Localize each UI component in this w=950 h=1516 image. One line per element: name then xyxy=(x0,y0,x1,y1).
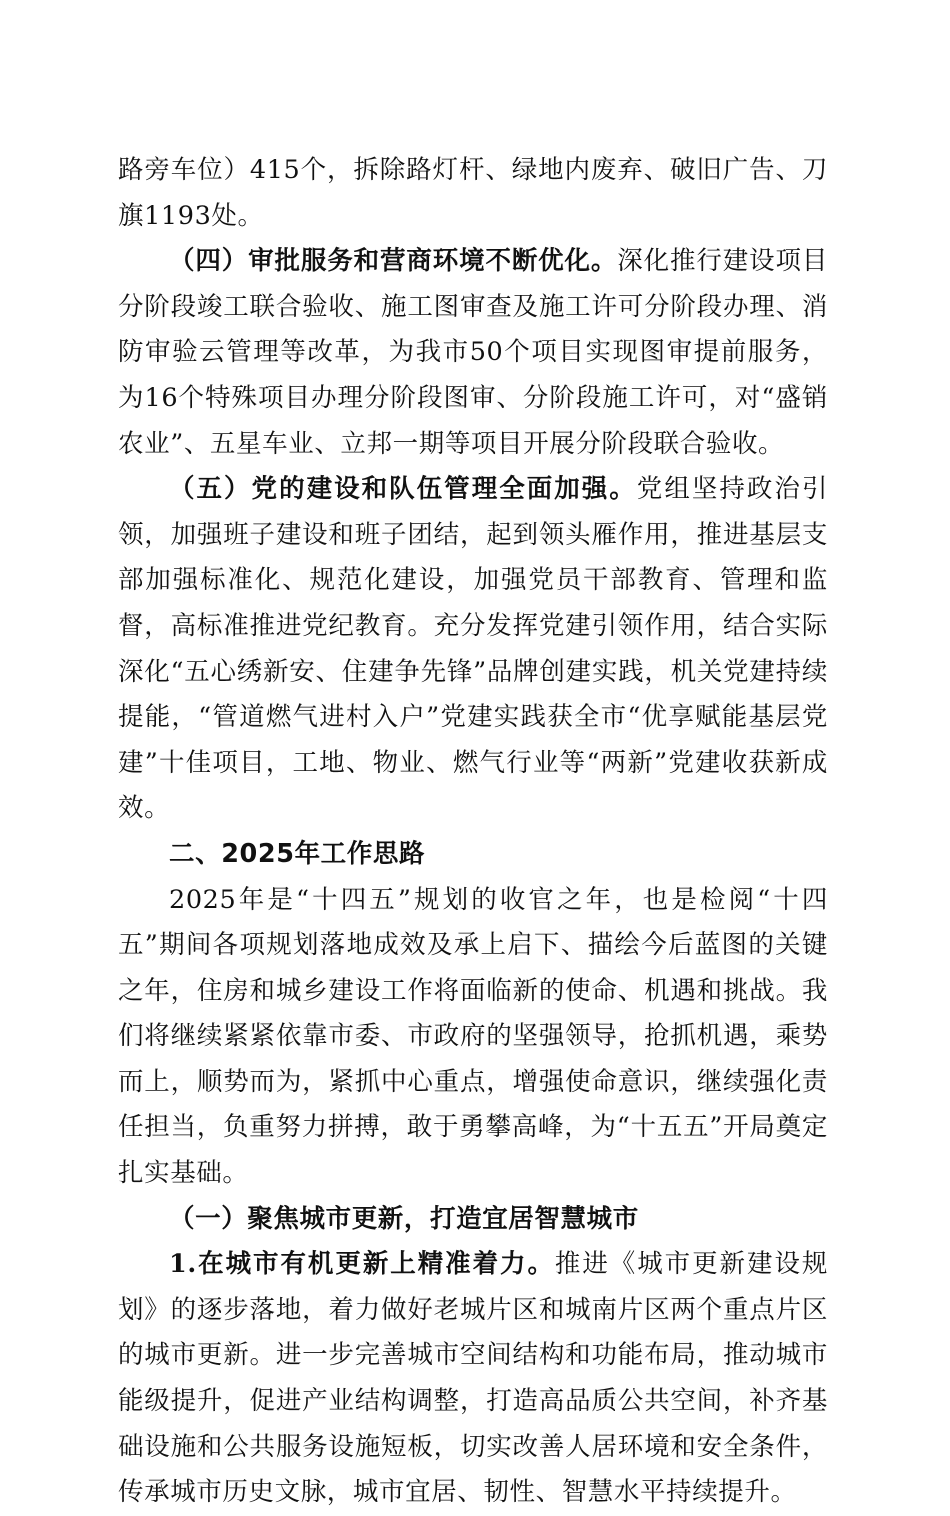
paragraph-text: 2025年是“十四五”规划的收官之年，也是检阅“十四五”期间各项规划落地成效及承上启下、描绘今后蓝图的关键之年，住房和城乡建设工作将面临新的使命、机遇和挑战。我们将继续紧紧依靠市委、市政府的坚强领导，抢抓机遇，乘势而上，顺势而为，紧抓中心重点，增强使命意识，继续强化责任担当，负重努力拼搏，敢于勇攀高峰，为“十五五”开局奠定扎实基础。 xyxy=(118,884,828,1189)
paragraph-text: 党组坚持政治引领，加强班子建设和班子团结，起到领头雁作用，推进基层支部加强标准化、规范化建设，加强党员干部教育、管理和监督，高标准推进党纪教育。充分发挥党建引领作用，结合实际深化“五心绣新安、住建争先锋”品牌创建实践，机关党建持续提能，“管道燃气进村入户”党建实践获全市“优享赋能基层党建”十佳项目，工地、物业、燃气行业等“两新”党建收获新成效。 xyxy=(118,474,829,824)
paragraph-lead: （四）审批服务和营商环境不断优化。 xyxy=(169,246,618,277)
paragraph-text: 深化推行建设项目分阶段竣工联合验收、施工图审查及施工许可分阶段办理、消防审验云管理等改革，为我市50个项目实现图审提前服务，为16个特殊项目办理分阶段图审、分阶段施工许可，对“盛销农业”、五星车业、立邦一期等项目开展分阶段联合验收。 xyxy=(118,246,828,459)
paragraph-text: 路旁车位）415个，拆除路灯杆、绿地内废弃、破旧广告、刀旗1193处。 xyxy=(118,155,828,231)
section-heading: 二、2025年工作思路 xyxy=(169,838,426,869)
paragraph-text: 推进《城市更新建设规划》的逐步落地，着力做好老城片区和城南片区两个重点片区的城市更新。进一步完善城市空间结构和功能布局，推动城市能级提升，促进产业结构调整，打造高品质公共空间，补齐基础设施和公共服务设施短板，切实改善人居环境和安全条件，传承城市历史文脉，城市宜居、韧性、智慧水平持续提升。 xyxy=(118,1249,828,1508)
paragraph-lead: 1.在城市有机更新上精准着力。 xyxy=(169,1249,555,1280)
paragraph-urban-renewal xyxy=(118,1242,828,1516)
subsection-heading: （一）聚焦城市更新，打造宜居智慧城市 xyxy=(169,1203,639,1234)
paragraph-continuation xyxy=(118,148,828,239)
paragraph-approval-service xyxy=(118,239,828,467)
paragraph-2025-overview xyxy=(118,878,828,1197)
document-page xyxy=(118,148,828,1516)
paragraph-party-building xyxy=(118,467,828,832)
paragraph-lead: （五）党的建设和队伍管理全面加强。 xyxy=(169,474,637,505)
